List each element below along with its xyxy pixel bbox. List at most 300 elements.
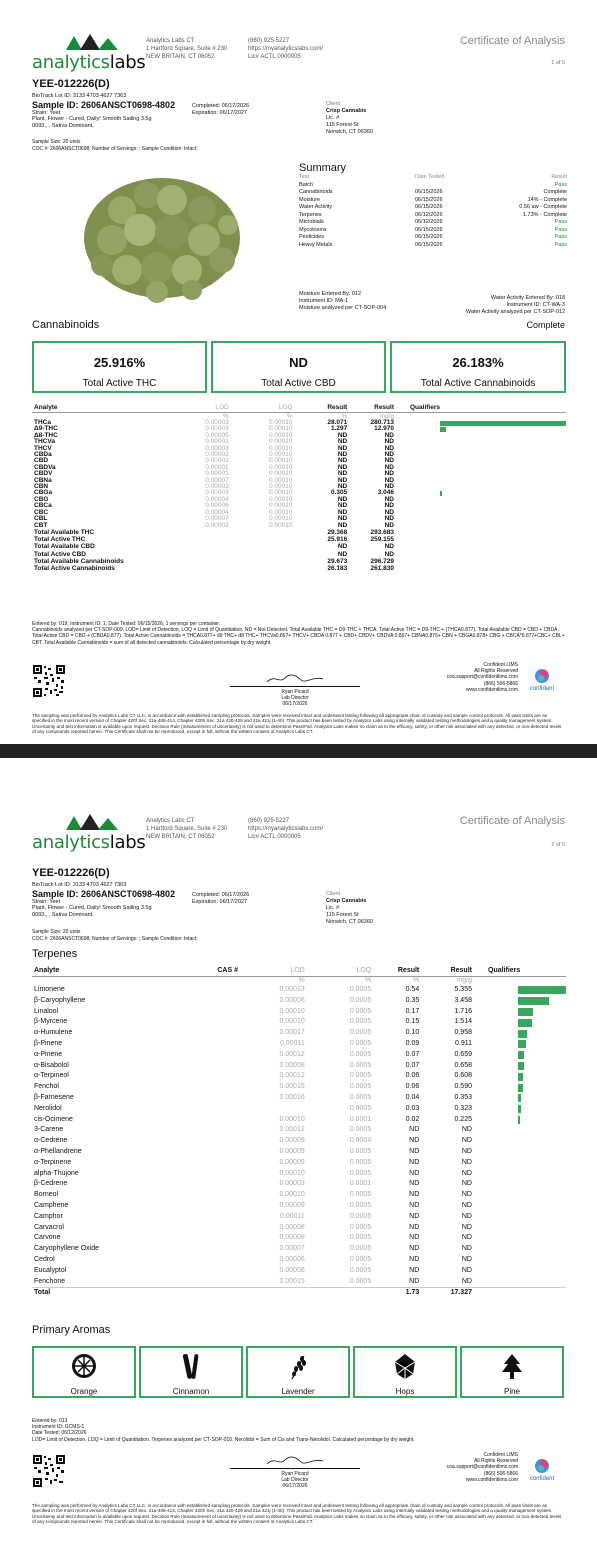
water-method: Water Activity analyzed per CT-SOP-012 xyxy=(465,309,565,315)
result-bar xyxy=(518,1084,523,1092)
sample-size-info-p2 xyxy=(32,929,552,942)
aroma-label: Cinnamon xyxy=(172,1387,210,1396)
result-pct-cell: ND xyxy=(409,1245,420,1253)
terpenes-body xyxy=(32,977,566,1300)
qualifier-cell xyxy=(474,1017,566,1028)
confident-logo-icon xyxy=(534,1458,550,1474)
col-result-pct: Result xyxy=(295,403,350,413)
result-mg-cell: ND xyxy=(461,1245,472,1253)
table-row xyxy=(32,1266,566,1277)
summary-col-test: Test xyxy=(299,174,310,180)
result-pct-cell: ND xyxy=(337,438,348,446)
result-bar xyxy=(518,1094,521,1102)
client-address1: 115 Forest St xyxy=(326,912,359,918)
result-pct-cell: 0.17 xyxy=(405,1007,420,1015)
lod-cell: 0.00008 xyxy=(279,1061,305,1069)
qualifier-cell xyxy=(474,985,566,996)
total-cbd-label: Total Active CBD xyxy=(261,378,336,389)
qualifier-cell xyxy=(474,1028,566,1039)
sample-meta xyxy=(32,93,332,129)
col-cas: CAS # xyxy=(183,966,240,977)
analyte-name: CBG xyxy=(34,495,49,503)
sample-size: Sample Size: 20 units xyxy=(32,929,81,935)
result-mg-cell: 0.353 xyxy=(454,1093,472,1101)
terpenes-date: Date Tested: 06/12/2026 xyxy=(32,1430,87,1437)
analyte-name: Borneol xyxy=(34,1191,59,1199)
doc-title: Certificate of Analysis xyxy=(459,815,565,827)
coc-info: COC #: 2606ANSCT0698; Number of Servings: ; Sample Condition: Intact; xyxy=(32,935,198,942)
lims-rights: All Rights Reserved xyxy=(474,668,518,675)
lod-cell: 0.00005 xyxy=(205,431,229,439)
table-row xyxy=(32,1104,566,1115)
result-mg-cell: ND xyxy=(384,515,394,523)
result-pct-cell: 1.297 xyxy=(330,425,348,433)
lims-email[interactable]: coa.support@confidentlims.com xyxy=(446,674,518,681)
qualifier-cell xyxy=(474,1201,566,1212)
result-mg-cell: ND xyxy=(461,1266,472,1274)
result-mg-cell: 1.514 xyxy=(454,1018,472,1026)
result-bar xyxy=(518,1019,532,1027)
result-pct-cell: ND xyxy=(337,476,348,484)
result-pct-cell: ND xyxy=(409,1147,420,1155)
result-mg-cell: ND xyxy=(461,1137,472,1145)
sample-size: Sample Size: 20 units xyxy=(32,139,81,145)
lod-cell: 0.00012 xyxy=(279,1126,305,1134)
terpenes-title: Terpenes xyxy=(32,948,78,960)
biotrack-id: BioTrack Lot ID: 3133 4703 4627 7363 xyxy=(32,93,127,99)
result-pct-cell: 0.54 xyxy=(405,986,420,993)
terpenes-entered: Entered by: 013 xyxy=(32,1418,68,1424)
summary-row xyxy=(299,212,567,220)
analyte-name: β-Farnesene xyxy=(34,1093,74,1101)
qualifier-cell xyxy=(474,1223,566,1234)
lims-website[interactable]: www.confidentlims.com xyxy=(466,686,518,693)
total-pct: 25.916 xyxy=(327,536,348,544)
disclaimer-p2: The sampling was performed by Analytics Labs CT LLC, in accordance with established sampling protocols. Samples were received intact and underwent testing following all appropriate chain of custody and sample control protocols. All pass limits are as specified in the most recent version of Chapter 420f Sec. 21a-408-414, Chapter 420h Sec. 21a 420-429 and 21a 421j (1-40). This product has been tested by Analytics Labs using internally validated testing methodologies and a quality management system. Uncertainty and test information is available upon request. Decision Rule (measurement of uncertainty) is not used to determine Pass/Fail. Analytics Labs makes no claim as to the efficacy, safety, or other risk associated with any detected, or non-detected levels of any compounds reported herein. This Certificate shall not be reproduced, except in full, without the written consent of Analytics Labs CT. xyxy=(32,1503,562,1525)
lab-phone: (860) 925-5227 xyxy=(248,38,290,44)
result-pct-cell: ND xyxy=(409,1126,420,1134)
lod-cell: 0.00008 xyxy=(279,1234,305,1242)
lod-cell: 0.00010 xyxy=(279,1018,305,1026)
lod-cell: 0.00009 xyxy=(279,1158,305,1166)
lod-cell: 0.00007 xyxy=(205,476,229,484)
lab-website[interactable]: https://myanalyticslabs.com/ xyxy=(248,46,324,52)
lod-cell: 0.00003 xyxy=(279,1180,305,1188)
result-bar xyxy=(440,421,566,426)
analyte-name: THCa xyxy=(34,419,51,426)
client-license: Lic. # xyxy=(326,905,340,911)
result-pct-cell: 0.06 xyxy=(405,1083,420,1091)
summary-col-result: Result xyxy=(551,174,567,180)
lab-street: 1 Hartford Square, Suite # 230 xyxy=(146,46,228,52)
company-logo xyxy=(32,32,146,73)
unit-cell: mg/g xyxy=(456,977,472,984)
cannabinoids-title: Cannabinoids xyxy=(32,319,100,331)
loq-cell: 0.0005 xyxy=(349,996,372,1004)
client-address2: Norwich, CT 06360 xyxy=(326,129,373,135)
table-row xyxy=(32,1017,566,1028)
lod-cell xyxy=(240,1104,307,1115)
loq-cell: 0.0005 xyxy=(349,1007,372,1015)
loq-cell: 0.00010 xyxy=(269,463,293,471)
cinnamon-icon xyxy=(177,1352,205,1380)
result-mg-cell: ND xyxy=(461,1212,472,1220)
client-name: Crisp Cannabis xyxy=(326,898,367,904)
loq-cell: 0.00010 xyxy=(269,515,293,523)
table-row xyxy=(32,1007,566,1018)
result-mg-cell: 0.323 xyxy=(454,1104,472,1112)
qualifier-cell xyxy=(474,1244,566,1255)
result-mg-cell: ND xyxy=(461,1126,472,1134)
lab-name: Analytics Labs CT xyxy=(146,818,195,824)
moisture-method: Moisture analyzed per CT-SOP-004 xyxy=(299,305,387,311)
lod-cell: 0.00007 xyxy=(205,515,229,523)
result-pct-cell: 0.03 xyxy=(405,1104,420,1112)
result-mg-cell: ND xyxy=(461,1147,472,1155)
table-row xyxy=(32,1050,566,1061)
loq-cell: 0.00010 xyxy=(269,495,293,503)
analyte-name: β-Cedrene xyxy=(34,1180,68,1188)
analyte-name: α-Pinene xyxy=(34,1050,63,1058)
qualifier-cell xyxy=(474,1093,566,1104)
result-mg-cell: ND xyxy=(461,1234,472,1242)
orange-icon xyxy=(70,1352,98,1380)
loq-cell: 0.00010 xyxy=(269,476,293,484)
lod-cell: 0.00006 xyxy=(279,996,305,1004)
aroma-label: Orange xyxy=(70,1387,98,1396)
analyte-name: β-Myrcene xyxy=(34,1018,68,1026)
lod-cell: 0.00006 xyxy=(279,1255,305,1263)
loq-cell: 0.0005 xyxy=(349,1050,372,1058)
summary-test: Moisture xyxy=(299,196,321,203)
loq-cell: 0.00010 xyxy=(269,521,293,529)
analyte-name: β-Pinene xyxy=(34,1039,63,1047)
result-mg-cell: ND xyxy=(384,508,394,516)
table-row xyxy=(32,1082,566,1093)
summary-result: Pass xyxy=(554,234,567,240)
result-pct-cell: ND xyxy=(409,1255,420,1263)
signed-date: 06/17/2026 xyxy=(282,1483,308,1489)
signature-icon xyxy=(265,1456,325,1466)
result-pct-cell: ND xyxy=(409,1201,420,1209)
summary-row xyxy=(299,182,567,190)
result-pct-cell: 0.35 xyxy=(405,996,420,1004)
qualifier-cell xyxy=(474,1104,566,1115)
total-name: Total Available THC xyxy=(34,528,95,536)
signature-icon xyxy=(265,674,325,684)
analyte-name: CBDV xyxy=(34,470,53,478)
qualifier-cell xyxy=(474,1233,566,1244)
result-bar xyxy=(440,427,446,432)
lod-cell: 0.00013 xyxy=(279,986,305,993)
summary-result: 1.73% - Complete xyxy=(522,211,567,218)
analyte-name: CBDa xyxy=(34,451,52,459)
result-bar xyxy=(518,1116,520,1124)
result-mg-cell: 0.958 xyxy=(454,1029,472,1037)
result-pct-cell: ND xyxy=(409,1234,420,1242)
page-number: 2 of 5 xyxy=(551,842,565,848)
logo-text-right: labs xyxy=(109,52,146,73)
completed-date: Completed: 06/17/2026 xyxy=(192,892,250,898)
analyte-name: cis-Ocimene xyxy=(34,1115,73,1123)
client-address2: Norwich, CT 06360 xyxy=(326,919,373,925)
loq-cell: 0.00010 xyxy=(269,425,293,433)
cannabinoids-entered: Entered by: 019; Instrument ID: 1; Date Tested: 06/15/2026; 1 servings per container. xyxy=(32,621,221,627)
table-row xyxy=(32,1201,566,1212)
signer-name: Ryan Picard xyxy=(281,1471,309,1477)
client-address1: 115 Forest St xyxy=(326,122,359,128)
total-name: Total Active CBD xyxy=(34,550,87,558)
summary-test: Batch xyxy=(299,181,314,188)
result-bar xyxy=(518,997,549,1005)
aroma-label: Pine xyxy=(503,1387,520,1396)
col-result-pct: Result xyxy=(373,966,421,977)
summary-header xyxy=(299,174,567,182)
loq-cell: 0.00010 xyxy=(269,489,293,497)
analyte-name: Carvacrol xyxy=(34,1223,64,1231)
result-pct-cell: ND xyxy=(409,1191,420,1199)
unit-cell: mg/g xyxy=(379,413,394,420)
total-pct: 1.73 xyxy=(373,1288,421,1299)
analyte-name: CBN xyxy=(34,483,49,491)
summary-result: Pass xyxy=(554,181,567,188)
table-row xyxy=(32,1028,566,1039)
analyte-name: α-Terpineol xyxy=(34,1072,69,1080)
analyte-name: Fenchol xyxy=(34,1083,59,1091)
company-logo xyxy=(32,812,146,853)
result-mg-cell: 0.608 xyxy=(454,1072,472,1080)
summary-row xyxy=(299,197,567,205)
analyte-name: CBC xyxy=(34,508,49,516)
signer-role: Lab Director xyxy=(281,695,309,701)
result-bar xyxy=(518,1030,527,1038)
analyte-name: α-Terpinene xyxy=(34,1158,72,1166)
analyte-name: Carvone xyxy=(34,1234,61,1242)
lavender-icon xyxy=(284,1352,312,1380)
result-mg-cell: 0.590 xyxy=(454,1083,472,1091)
lod-cell: 0.00012 xyxy=(279,1050,305,1058)
loq-cell: 0.00010 xyxy=(269,419,293,426)
summary-date: 06/15/2026 xyxy=(415,204,443,210)
aroma-card xyxy=(460,1346,564,1398)
summary-row xyxy=(299,204,567,212)
result-mg-cell: ND xyxy=(461,1255,472,1263)
loq-cell: 0.0005 xyxy=(349,1072,372,1080)
result-pct-cell: ND xyxy=(409,1180,420,1188)
loq-cell: 0.0005 xyxy=(349,1018,372,1026)
lod-cell: 0.00012 xyxy=(279,1072,305,1080)
confident-logo-p2 xyxy=(522,1458,562,1482)
result-bar xyxy=(518,1105,521,1113)
summary-date: 06/12/2026 xyxy=(415,211,443,218)
qualifier-cell xyxy=(474,1190,566,1201)
loq-cell: 0.00010 xyxy=(269,451,293,459)
lims-email[interactable]: coa.support@confidentlims.com xyxy=(446,1464,518,1471)
loq-cell: 0.0005 xyxy=(349,1083,372,1091)
result-mg-cell: ND xyxy=(384,444,394,452)
lab-contact xyxy=(248,817,323,841)
lod-cell: 0.00001 xyxy=(205,438,229,446)
product-type: 0093., , Sativa Dominant, xyxy=(32,911,94,918)
analyte-name: CBNa xyxy=(34,476,52,484)
result-mg-cell: ND xyxy=(461,1169,472,1177)
qr-code-icon[interactable] xyxy=(32,1454,66,1488)
qualifier-cell xyxy=(474,1169,566,1180)
qualifier-cell xyxy=(474,1071,566,1082)
strain: Strain: Yeet xyxy=(32,898,61,905)
analyte-name: CBD xyxy=(34,457,49,465)
analyte-name: Cedrol xyxy=(34,1255,55,1263)
result-pct-cell: ND xyxy=(337,521,348,529)
total-name: Total Active THC xyxy=(34,536,86,544)
result-mg-cell: ND xyxy=(384,476,394,484)
product-photo xyxy=(32,160,292,315)
lod-cell: 0.00010 xyxy=(279,1191,305,1199)
lod-cell: 0.00010 xyxy=(279,1169,305,1177)
result-pct-cell: ND xyxy=(337,431,348,439)
total-mg: 293.683 xyxy=(370,528,394,536)
qr-code-icon[interactable] xyxy=(32,664,66,698)
col-result-mg: Result xyxy=(349,403,396,413)
result-pct-cell: ND xyxy=(337,463,348,471)
expiration-date: Expiration: 06/17/2027 xyxy=(192,110,248,116)
result-pct-cell: 0.305 xyxy=(330,489,348,497)
result-pct-cell: ND xyxy=(337,502,348,510)
terpenes-table xyxy=(32,966,566,1299)
client-info xyxy=(326,101,373,136)
lod-cell: 0.00009 xyxy=(279,1147,305,1155)
qualifier-cell xyxy=(474,1158,566,1169)
units-row xyxy=(32,977,566,986)
unit-cell: % xyxy=(413,977,420,984)
logo-mark-icon xyxy=(64,812,124,832)
loq-cell: 0.0005 xyxy=(349,1223,372,1231)
result-mg-cell: ND xyxy=(461,1158,472,1166)
total-thc-box xyxy=(32,341,207,393)
lims-name: Confident LIMS xyxy=(483,1452,518,1458)
summary-row xyxy=(299,242,567,250)
total-cbd-value: ND xyxy=(289,355,308,370)
summary-result: Pass xyxy=(554,241,567,248)
lod-cell: 0.00010 xyxy=(279,1115,305,1123)
logo-text-right: labs xyxy=(109,832,146,853)
lod-cell: 0.00002 xyxy=(205,457,229,465)
logo-text-left: analytics xyxy=(32,832,110,853)
lims-website[interactable]: www.confidentlims.com xyxy=(466,1476,518,1483)
qualifier-cell xyxy=(474,996,566,1007)
summary-result: 0.56 aw - Complete xyxy=(519,204,567,210)
unit-cell xyxy=(32,413,167,421)
cannabinoids-header-row xyxy=(32,403,566,413)
table-row xyxy=(32,1061,566,1072)
summary-col-date: Date Tested xyxy=(415,174,445,180)
qualifier-cell xyxy=(474,1212,566,1223)
lod-cell: 0.00008 xyxy=(279,1223,305,1231)
summary-date: 06/15/2026 xyxy=(415,226,443,233)
lab-address xyxy=(146,37,227,61)
unit-cell: % xyxy=(298,977,305,984)
analyte-name: Nerolidol xyxy=(34,1104,62,1112)
aroma-card xyxy=(353,1346,457,1398)
lod-cell: 0.00003 xyxy=(205,444,229,452)
table-row xyxy=(32,1125,566,1136)
lod-cell: 0.00003 xyxy=(205,425,229,433)
confident-logo-text: confident xyxy=(529,1476,555,1482)
client-name: Crisp Cannabis xyxy=(326,108,367,114)
loq-cell: 0.0005 xyxy=(349,1212,372,1220)
lims-rights: All Rights Reserved xyxy=(474,1458,518,1465)
biotrack-id: BioTrack Lot ID: 3133 4703 4627 7363 xyxy=(32,882,127,888)
result-pct-cell: ND xyxy=(409,1158,420,1166)
lod-cell: 0.00001 xyxy=(205,470,229,478)
total-mg: ND xyxy=(384,543,394,551)
loq-cell: 0.0005 xyxy=(349,1126,372,1134)
moisture-entered: Moisture Entered By: 012 xyxy=(299,291,362,297)
signature-block-p2 xyxy=(230,1456,360,1489)
lab-city: NEW BRITAIN, CT 06052 xyxy=(146,54,215,60)
unit-cell xyxy=(396,413,566,421)
result-pct-cell: ND xyxy=(409,1212,420,1220)
lod-cell: 0.00004 xyxy=(205,495,229,503)
loq-cell: 0.00010 xyxy=(269,470,293,478)
table-row xyxy=(32,1190,566,1201)
summary-test: Mycotoxins xyxy=(299,226,327,233)
lab-name: Analytics Labs CT xyxy=(146,38,195,44)
col-loq: LOQ xyxy=(307,966,373,977)
table-row xyxy=(32,1147,566,1158)
result-bar xyxy=(518,1008,533,1016)
pine-icon xyxy=(498,1352,526,1380)
page-number: 1 of 5 xyxy=(551,60,565,66)
lod-cell: 0.00015 xyxy=(279,1277,305,1285)
loq-cell: 0.0005 xyxy=(349,1039,372,1047)
col-lod: LOD xyxy=(167,403,231,413)
sample-dates-p2 xyxy=(192,892,249,906)
result-mg-cell: 0.659 xyxy=(454,1050,472,1058)
total-cbd-box xyxy=(211,341,386,393)
moisture-instrument: Instrument ID: MA-1 xyxy=(299,298,349,304)
analyte-name: Δ8-THC xyxy=(34,431,58,439)
strain: Strain: Yeet xyxy=(32,109,61,116)
loq-cell: 0.00010 xyxy=(269,431,293,439)
terpenes-header-row xyxy=(32,966,566,977)
total-cannabinoids-value: 26.183% xyxy=(452,355,504,370)
analyte-name: THCV xyxy=(34,444,52,452)
total-pct: 29.368 xyxy=(327,528,348,536)
result-pct-cell: ND xyxy=(337,444,348,452)
summary-test: Heavy Metals xyxy=(299,241,333,248)
result-mg-cell: 3.458 xyxy=(454,996,472,1004)
lab-website[interactable]: https://myanalyticslabs.com/ xyxy=(248,826,324,832)
disclaimer: The sampling was performed by Analytics Labs CT LLC, in accordance with established sampling protocols. Samples were received intact and underwent testing following all appropriate chain of custody and sample control protocols. All pass limits are as specified in the most recent version of Chapter 420f Sec. 21a-408-414, Chapter 420h Sec. 21a 420-429 and 21a 421j (1-40). This product has been tested by Analytics Labs using internally validated testing methodologies and a quality management system. Uncertainty and test information is available upon request. Decision Rule (measurement of uncertainty) is not used to determine Pass/Fail. Analytics Labs makes no claim as to the efficacy, safety, or other risk associated with any detected, or non-detected levels of any compounds reported herein. This Certificate shall not be reproduced, except in full, without the written consent of Analytics Labs CT. xyxy=(32,713,562,735)
result-bar xyxy=(518,986,566,994)
water-entered: Water Activity Entered By: 018 xyxy=(490,295,565,301)
sample-size-info xyxy=(32,139,552,152)
total-mg: 259.155 xyxy=(370,536,394,544)
summary-test: Pesticides xyxy=(299,234,325,240)
unit-cell: % xyxy=(365,977,372,984)
hops-icon xyxy=(391,1352,419,1380)
qualifier-cell xyxy=(474,1115,566,1126)
lod-cell: 0.00011 xyxy=(279,1039,305,1047)
client-label: Client xyxy=(326,101,341,107)
lod-cell: 0.00009 xyxy=(279,1137,305,1145)
result-mg-cell: ND xyxy=(461,1180,472,1188)
cannabinoids-table xyxy=(32,403,566,572)
sample-dates xyxy=(192,103,249,117)
result-mg-cell: 3.046 xyxy=(377,489,394,497)
total-name: Total Available CBD xyxy=(34,543,95,551)
